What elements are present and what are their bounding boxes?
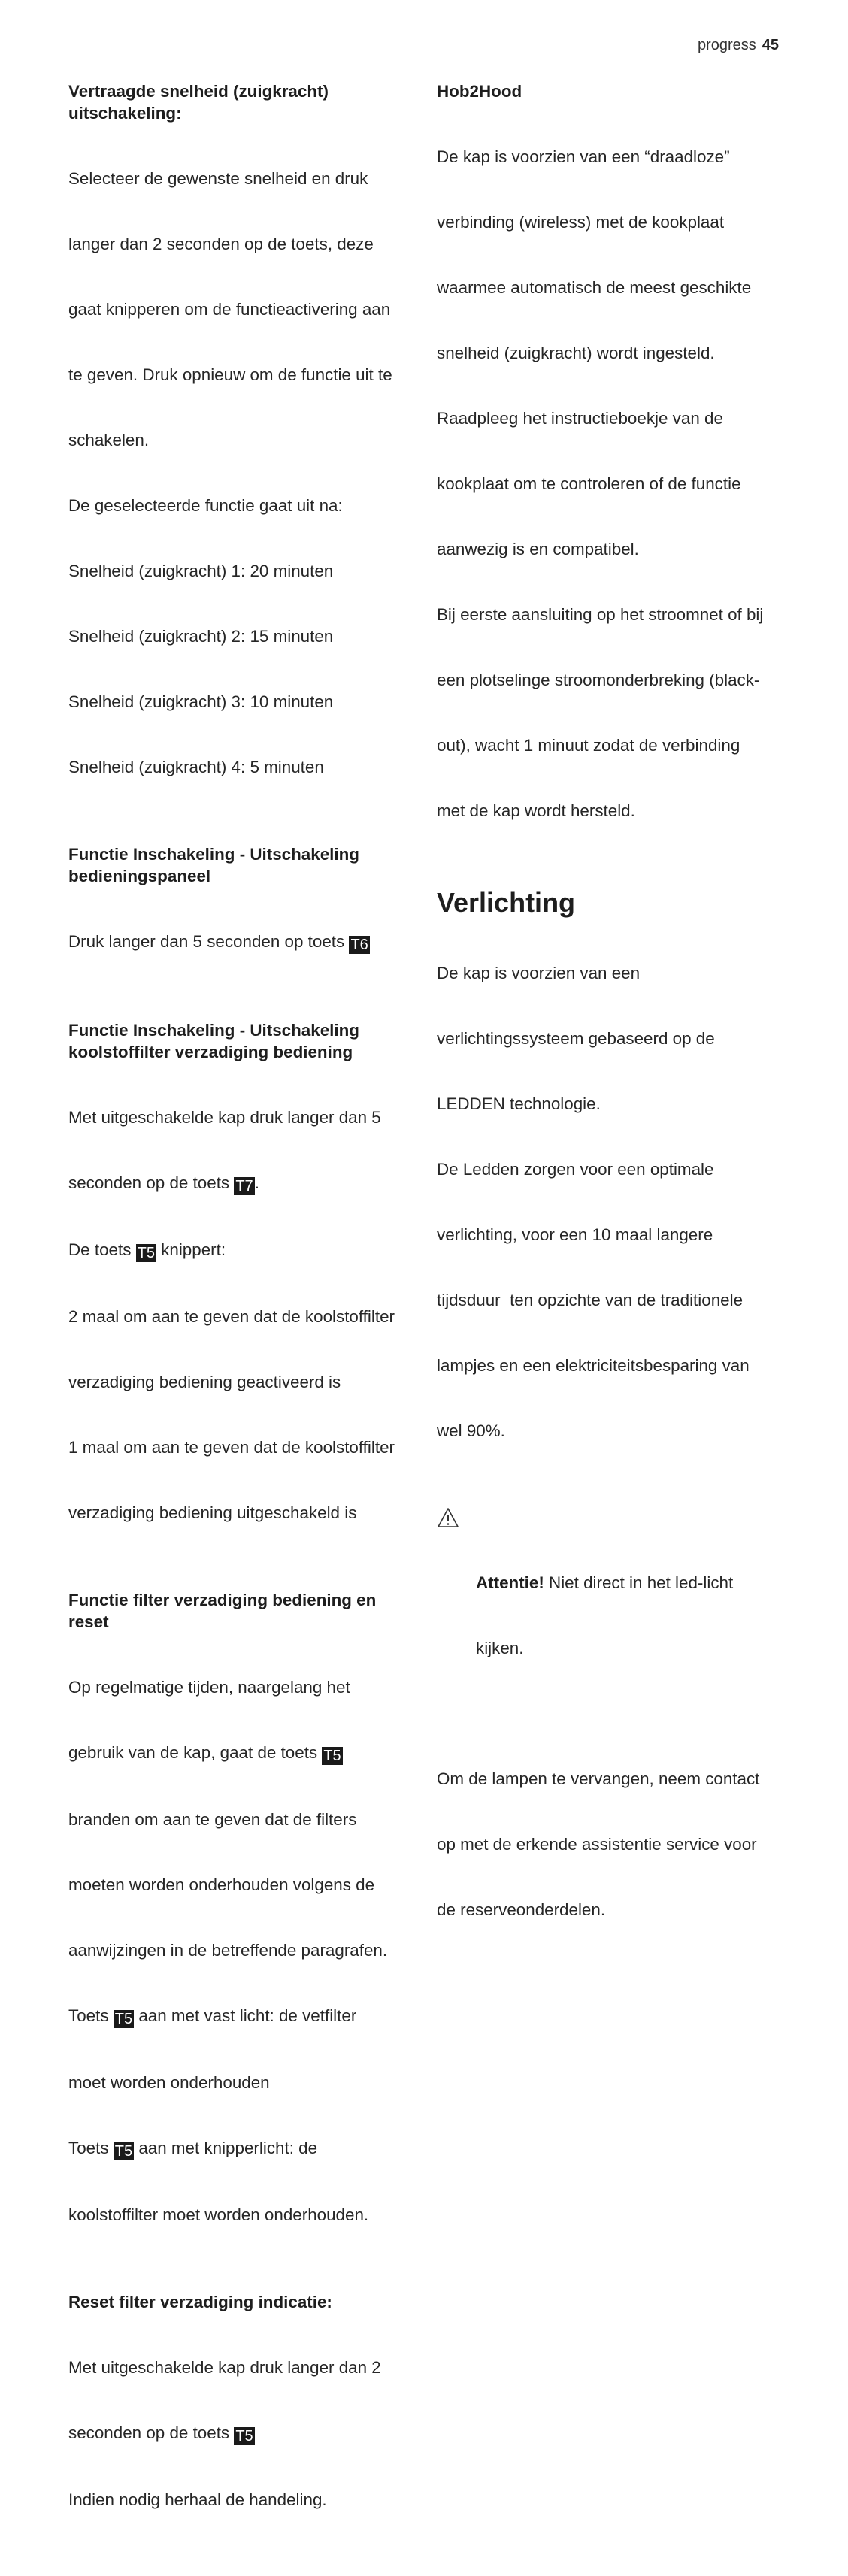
section-filter-saturation-reset xyxy=(68,1589,422,2269)
key-t7: T7 xyxy=(235,1178,253,1194)
section-lighting xyxy=(437,887,783,1485)
section-title: Reset filter verzadiging indicatie: xyxy=(68,2293,332,2311)
section-title: Functie Inschakeling - Uitschakeling koolstoffilter verzadiging bediening xyxy=(68,1021,359,1061)
warning-label: Attentie! xyxy=(476,1573,544,1592)
section-body: Met uitgeschakelde kap druk langer dan 2 seconden op de toets T5 Indien nodig herhaal de handeling. xyxy=(68,2358,381,2509)
section-title: Hob2Hood xyxy=(437,82,522,101)
section-hob2hood xyxy=(437,80,783,865)
section-delayed-speed-off xyxy=(68,80,422,822)
section-title: Functie Inschakeling - Uitschakeling bedieningspaneel xyxy=(68,845,359,885)
brand-name: progress xyxy=(697,37,756,53)
key-t5: T5 xyxy=(323,1748,341,1764)
section-title: Functie filter verzadiging bediening en reset xyxy=(68,1591,377,1631)
warning-note: Attentie! Niet direct in het led-licht kijken. xyxy=(437,1506,783,1703)
section-title: Vertraagde snelheid (zuigkracht) uitschakeling: xyxy=(68,82,329,123)
section-body: Op regelmatige tijden, naargelang het gebruik van de kap, gaat de toets T5 branden om aan te geven dat de filters moeten worden onderhouden volgens de aanwijzingen in de betreffende paragrafen. Toets T5 aan met vast licht: de vetfilter moet worden onderhouden Toets T5 aan met knipperlicht: de koolstoffilter moet worden onderhouden. xyxy=(68,1678,388,2224)
section-control-panel-onoff xyxy=(68,843,422,997)
key-t5: T5 xyxy=(235,2428,253,2444)
section-reset-indication xyxy=(68,2291,422,2554)
key-t6: T6 xyxy=(350,937,368,953)
right-column xyxy=(437,80,783,1986)
section-body: Om de lampen te vervangen, neem contact op met de erkende assistentie service voor de reserveonderdelen. xyxy=(437,1769,760,1919)
section-carbon-filter-onoff xyxy=(68,1019,422,1567)
section-body: Met uitgeschakelde kap druk langer dan 5 seconden op de toets T7. De toets T5 knippert: 2 maal om aan te geven dat de koolstoffilter verzadiging bediening geactiveerd is 1 maal om aan te geven dat de koolstoffilter verzadiging bediening uitgeschakeld is xyxy=(68,1108,395,1522)
section-body: De kap is voorzien van een verlichtingssysteem gebaseerd op de LEDDEN technologie. De Ledden zorgen voor een optimale verlichting, voor een 10 maal langere tijdsduur ten opzichte van de traditionele lampjes en een elektriciteitsbesparing van wel 90%. xyxy=(437,964,750,1440)
left-column xyxy=(68,80,422,2576)
section-body: Druk langer dan 5 seconden op toets T6 xyxy=(68,932,368,953)
section-heading: Verlichting xyxy=(437,887,576,918)
section-body: De kap is voorzien van een “draadloze” verbinding (wireless) met de kookplaat waarmee automatisch de meest geschikte snelheid (zuigkracht) wordt ingesteld. Raadpleeg het instructieboekje van de kookplaat om te controleren of de functie aanwezig is en compatibel. Bij eerste aansluiting op het stroomnet of bij een plotselinge stroomonderbreking (black- out), wacht 1 minuut zodat de verbinding met de kap wordt hersteld. xyxy=(437,147,764,820)
section-body: Selecteer de gewenste snelheid en druk langer dan 2 seconden op de toets, deze gaat knipperen om de functieactivering aan te geven. Druk opnieuw om de functie uit te schakelen. De geselecteerde functie gaat uit na: Snelheid (zuigkracht) 1: 20 minuten Snelheid (zuigkracht) 2: 15 minuten Snelheid (zuigkracht) 3: 10 minuten Snelheid (zuigkracht) 4: 5 minuten xyxy=(68,169,392,776)
page-header xyxy=(698,36,779,54)
warning-triangle-icon xyxy=(437,1507,459,1528)
section-lamp-replacement xyxy=(437,1724,783,1964)
key-t5: T5 xyxy=(114,2143,133,2160)
page-number: 45 xyxy=(762,37,779,53)
key-t5: T5 xyxy=(137,1245,155,1261)
key-t5: T5 xyxy=(114,2011,133,2027)
